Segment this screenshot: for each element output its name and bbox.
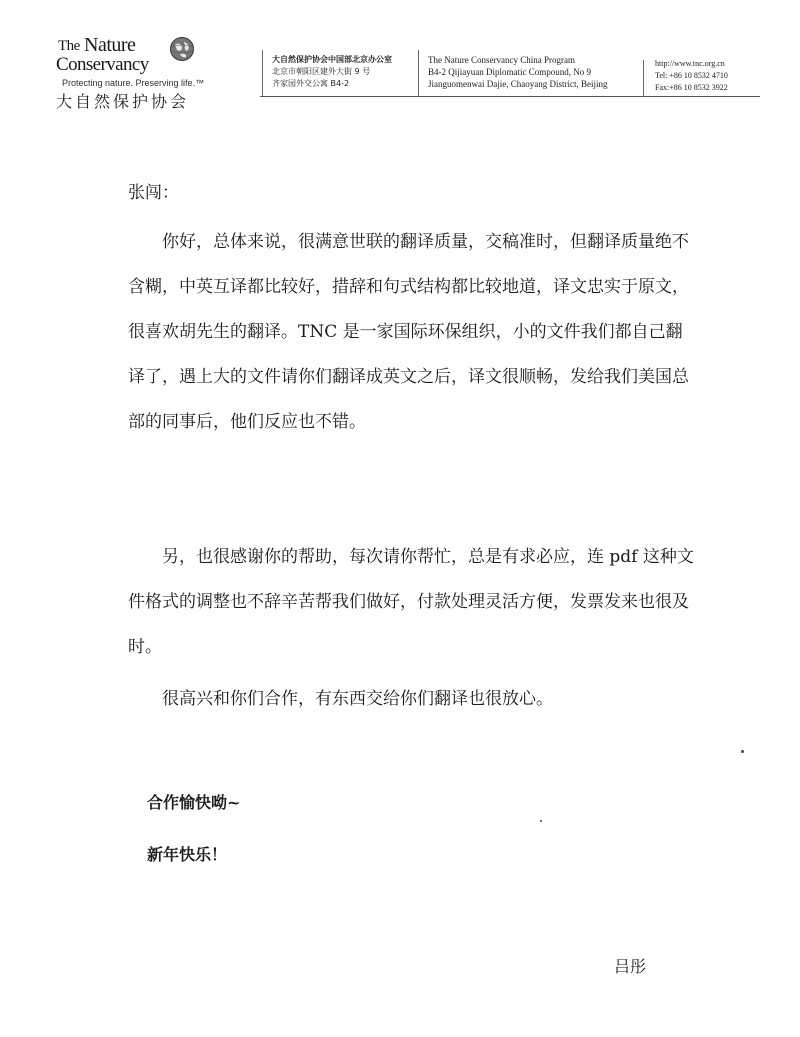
scan-speck (741, 750, 744, 753)
tnc-logo (56, 34, 206, 114)
header-divider (643, 60, 644, 96)
header-divider (418, 50, 419, 96)
header-divider (262, 50, 263, 96)
closing-line: 合作愉快呦~ (147, 793, 241, 812)
paragraph: 另，也很感谢你的帮助，每次请你帮忙，总是有求必应，连 pdf 这种文件格式的调整也不辞辛苦帮我们做好，付款处理灵活方便，发票发来也很及时。 (128, 547, 694, 657)
closing-greeting: 新年快乐！ (147, 845, 228, 864)
address-en-line: The Nature Conservancy China Program (428, 55, 575, 65)
salutation: 张闯： (128, 183, 179, 203)
paragraph: 你好，总体来说，很满意世联的翻译质量，交稿准时，但翻译质量绝不含糊，中英互译都比较好，措辞和句式结构都比较地道，译文忠实于原文，很喜欢胡先生的翻译。TNC 是一家国际环保组织，小的文件我们都自己翻译了，遇上大的文件请你们翻译成英文之后，译文很顺畅，发给我们美国总部的同事后，他们反应也不错。 (128, 232, 689, 432)
contact-tel: Tel: +86 10 8532 4710 (655, 71, 728, 80)
signature-name: 吕彤 (614, 957, 647, 976)
logo-tagline: Protecting nature. Preserving life.™ (62, 78, 205, 88)
address-en-line: B4-2 Qijiayuan Diplomatic Compound, No 9 (428, 67, 591, 77)
address-en-line: Jianguomenwai Dajie, Chaoyang District, Beijing (428, 79, 608, 89)
scan-speck (540, 820, 542, 822)
address-cn-line: 北京市朝阳区建外大街 9 号 (272, 67, 371, 76)
address-english (428, 54, 607, 90)
address-cn-line: 大自然保护协会中国部北京办公室 (272, 55, 392, 64)
contact-info (655, 58, 728, 94)
contact-web: http://www.tnc.org.cn (655, 59, 725, 68)
contact-fax: Fax:+86 10 8532 3922 (655, 83, 728, 92)
paragraph: 很高兴和你们合作，有东西交给你们翻译也很放心。 (162, 689, 553, 709)
address-chinese (272, 54, 392, 90)
logo-chinese-name: 大自然保护协会 (56, 92, 190, 111)
logo-conservancy: Conservancy (56, 54, 149, 75)
logo-the: The (58, 38, 80, 54)
address-cn-line: 齐家园外交公寓 B4-2 (272, 79, 350, 88)
logo-nature: Nature (84, 34, 136, 56)
header-rule (260, 96, 760, 97)
globe-icon (169, 36, 195, 62)
